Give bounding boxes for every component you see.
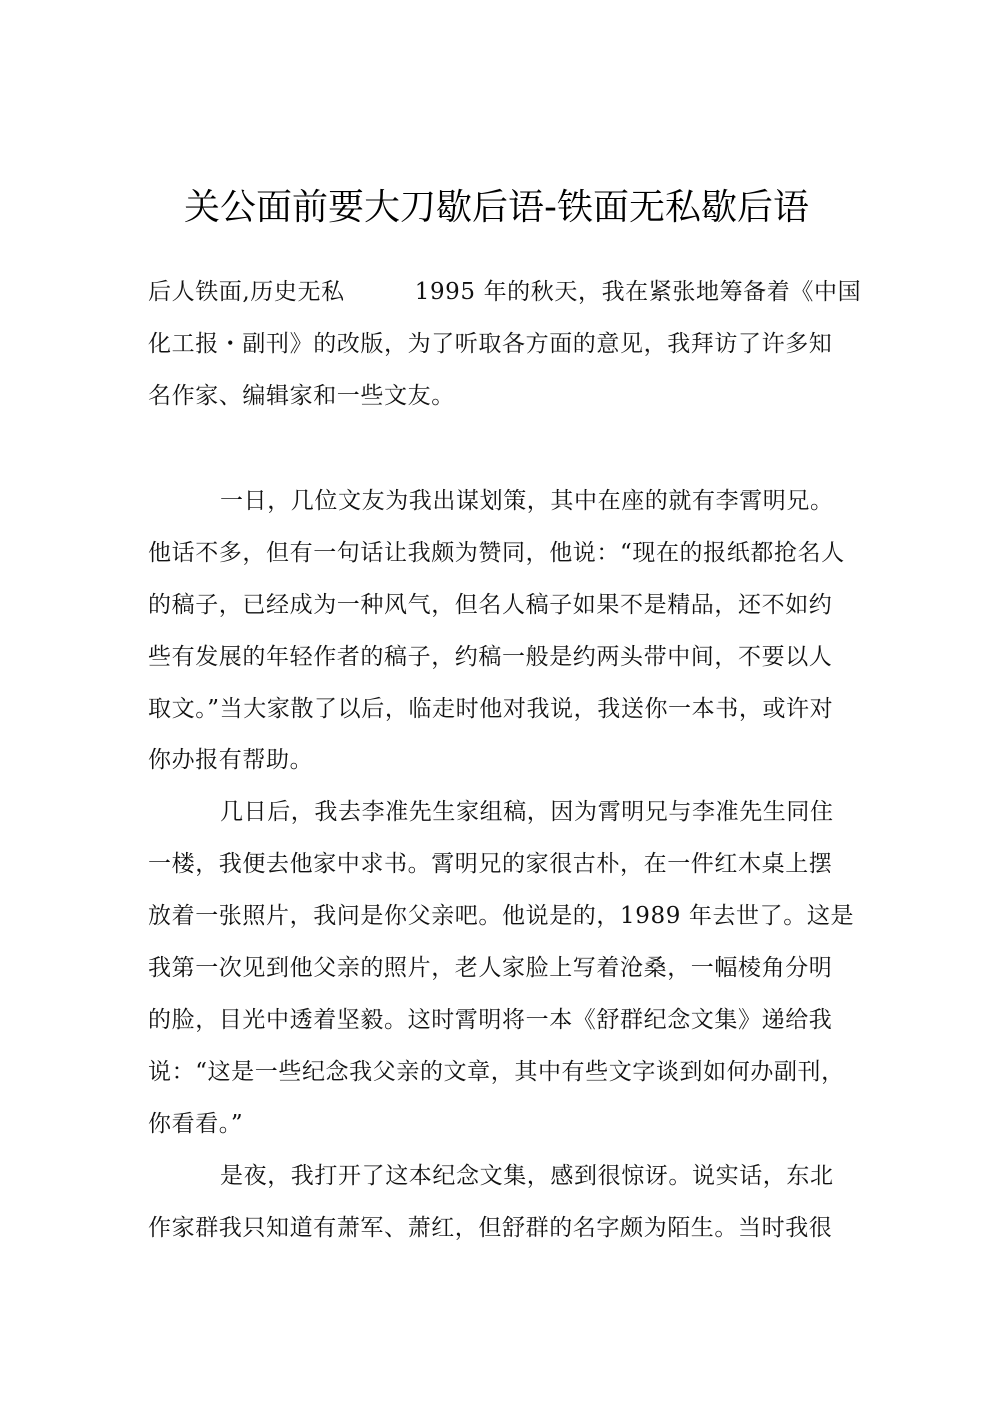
paragraph-3-line-2: 一楼，我便去他家中求书。霄明兄的家很古朴，在一件红木桌上摆: [148, 851, 833, 877]
paragraph-3-line-1: 几日后，我去李准先生家组稿，因为霄明兄与李准先生同住: [220, 799, 834, 825]
paragraph-3-line-3: 放着一张照片，我问是你父亲吧。他说是的，1989 年去世了。这是: [148, 903, 855, 929]
paragraph-1-line-1: [148, 274, 861, 310]
paragraph-3-line-6: 说：“这是一些纪念我父亲的文章，其中有些文字谈到如何办副刊，: [148, 1059, 845, 1085]
paragraph-3-line-5: 的脸，目光中透着坚毅。这时霄明将一本《舒群纪念文集》递给我: [148, 1007, 833, 1033]
paragraph-2-line-4: 些有发展的年轻作者的稿子，约稿一般是约两头带中间，不要以人: [148, 644, 833, 670]
paragraph-2-line-3: 的稿子，已经成为一种风气，但名人稿子如果不是精品，还不如约: [148, 592, 833, 618]
paragraph-1-line-2: 化工报・副刊》的改版，为了听取各方面的意见，我拜访了许多知: [148, 331, 833, 357]
subtitle-lead: 后人铁面,历史无私: [148, 279, 345, 305]
paragraph-4-line-1: 是夜，我打开了这本纪念文集，感到很惊讶。说实话，东北: [220, 1163, 834, 1189]
paragraph-2-line-1: 一日，几位文友为我出谋划策，其中在座的就有李霄明兄。: [220, 488, 834, 514]
paragraph-2-line-6: 你办报有帮助。: [148, 747, 314, 773]
line-text: 1995 年的秋天，我在紧张地筹备着《中国: [414, 279, 862, 305]
paragraph-2-line-2: 他话不多，但有一句话让我颇为赞同，他说：“现在的报纸都抢名人: [148, 540, 845, 566]
document-title: 关公面前要大刀歇后语-铁面无私歇后语: [184, 187, 809, 228]
paragraph-1-line-3: 名作家、编辑家和一些文友。: [148, 383, 455, 409]
paragraph-4-line-2: 作家群我只知道有萧军、萧红，但舒群的名字颇为陌生。当时我很: [148, 1215, 833, 1241]
paragraph-3-line-4: 我第一次见到他父亲的照片，老人家脸上写着沧桑，一幅棱角分明: [148, 955, 833, 981]
paragraph-3-line-7: 你看看。”: [148, 1111, 244, 1137]
paragraph-2-line-5: 取文。”当大家散了以后，临走时他对我说，我送你一本书，或许对: [148, 696, 834, 722]
